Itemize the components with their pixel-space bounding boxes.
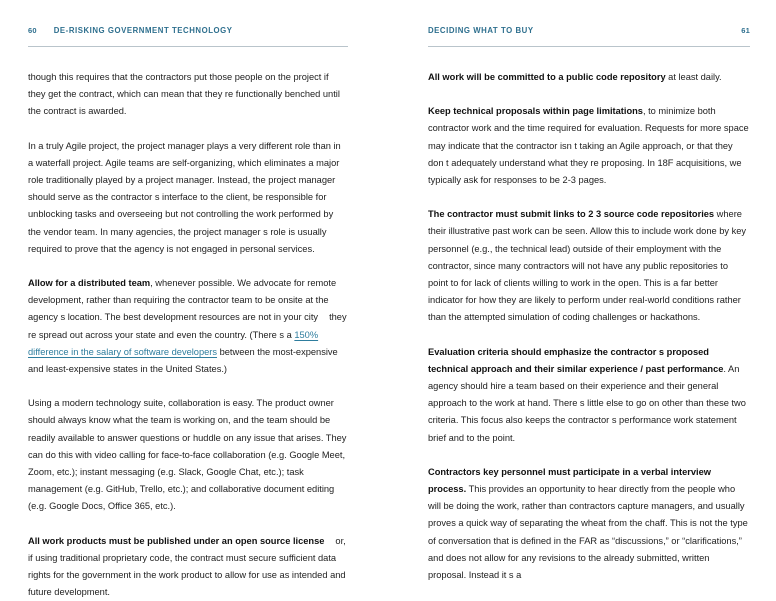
- running-head-right: [428, 0, 750, 41]
- paragraph-text-page-limitations: , to minimize both contractor work and the time required for evaluation. Requests for more space may indicate that the contractor isn t taking an Agile approach, or that they don t adequately understand what they re proposing. In 18F acquisitions, we typically ask for responses to be 2-3 pages.: [428, 106, 749, 186]
- running-title-left: DE-RISKING GOVERNMENT TECHNOLOGY: [53, 26, 233, 35]
- paragraph-text-open-source-license: or, if using traditional proprietary code, the contract must secure sufficient data rights for the government in the work product to allow for use as intended and future development.: [28, 535, 346, 598]
- paragraph-agile-project-manager: In a truly Agile project, the project manager plays a very different role than in a waterfall project. Agile teams are self-organizing, which eliminates a major role traditionally played by a project manager. Instead, the project manager should serve as the contractor s interface to the client, be responsible for unblocking tasks and overseeing but not controlling the work performed by the vendor team. In many agencies, the project manager s role is usually required to prove that the agency is not engaged in personal services.: [28, 140, 341, 254]
- paragraph-verbal-interview: [428, 464, 750, 584]
- paragraph-continued-contractors: though this requires that the contractors put those people on the project if they get the contract, which can mean that they re functionally benched until the contract is awarded.: [28, 72, 340, 117]
- paragraph-lead-page-limitations: Keep technical proposals within page limitations: [428, 106, 643, 117]
- paragraph-distributed-team: [28, 275, 348, 378]
- running-title-right: DECIDING WHAT TO BUY: [428, 26, 534, 35]
- paragraph-public-code-repository: [428, 69, 750, 86]
- paragraph-text-distributed-team-part1: , whenever possible. We advocate for remote development, rather than requiring the contractor team to be onsite at the agency s location. The best development resources are not in your city: [28, 278, 337, 323]
- folio-number-right: 61: [741, 26, 750, 35]
- paragraph-text-source-code-repositories: where their illustrative past work can be seen. Allow this to include work done by key personnel (e.g., the technical lead) outside of their employment with the contractor, since many contractors will not have any public repositories to point to for lack of clients willing to work in the open. This is a far better indicator for how they are likely to perform under real-world conditions rather than the attempted simulation of coding challenges or hackathons.: [428, 209, 747, 323]
- folio-number-left: 60: [28, 26, 37, 35]
- paragraph-lead-verbal-interview: Contractors key personnel must participate in a verbal interview process.: [428, 466, 712, 495]
- running-head-left: [28, 0, 348, 41]
- header-rule-right: [428, 46, 750, 47]
- header-rule-left: [28, 46, 348, 47]
- paragraph-lead-source-code-repositories: The contractor must submit links to 2 3 source code repositories: [428, 209, 715, 220]
- paragraph-lead-distributed-team: Allow for a distributed team: [28, 278, 151, 289]
- paragraph-text-distributed-team-part2: they re spread out across your state and even the country. (There s a: [28, 312, 347, 340]
- salary-difference-link[interactable]: 150% difference in the salary of software developers: [28, 329, 319, 357]
- paragraph-modern-technology-suite: Using a modern technology suite, collaboration is easy. The product owner should always know what the team is working on, and the team should be readily available to answer questions or huddle on any issue that arises. They can do this with video calling for face-to-face collaboration (e.g. Google Meet, Zoom, etc.); instant messaging (e.g. Slack, Google Chat, etc.); task management (e.g. GitHub, Trello, etc.); and collaborative document editing (e.g. Google Docs, Office 365, etc.).: [28, 398, 347, 512]
- paragraph-lead-public-code-repository: All work will be committed to a public code repository: [428, 72, 666, 82]
- paragraph-lead-evaluation-criteria: Evaluation criteria should emphasize the contractor s proposed technical approach and their similar experience / past performance: [428, 346, 724, 374]
- paragraph-text-verbal-interview: This provides an opportunity to hear directly from the people who will be doing the work, rather than contractors capture managers, and usually proves a quick way of separating the wheat from the chaff. This is not the type of conversation that is defined in the FAR as “discussions,” or “clarifications,” and does not allow for any revisions to the already submitted, written proposal. Instead it s a: [428, 484, 748, 581]
- page-left: [0, 0, 388, 600]
- paragraph-open-source-license: [28, 533, 348, 601]
- page-right: [388, 0, 776, 600]
- paragraph-evaluation-criteria: [428, 344, 750, 447]
- page-left-body: [28, 69, 348, 601]
- paragraph-page-limitations: [428, 103, 750, 189]
- paragraph-text-distributed-team-part3: between the most-expensive and least-expensive states in the United States.): [28, 346, 338, 375]
- paragraph-source-code-repositories: [428, 206, 750, 326]
- paragraph-lead-open-source-license: All work products must be published under an open source license: [28, 535, 325, 546]
- paragraph-text-public-code-repository: at least daily.: [665, 72, 722, 82]
- paragraph-text-evaluation-criteria: . An agency should hire a team based on their experience and their general approach to the work at hand. There s little else to go on other than these two criteria. This focus also keeps the contractor s performance work statement brief and to the point.: [428, 363, 746, 443]
- page-right-body: [428, 69, 750, 584]
